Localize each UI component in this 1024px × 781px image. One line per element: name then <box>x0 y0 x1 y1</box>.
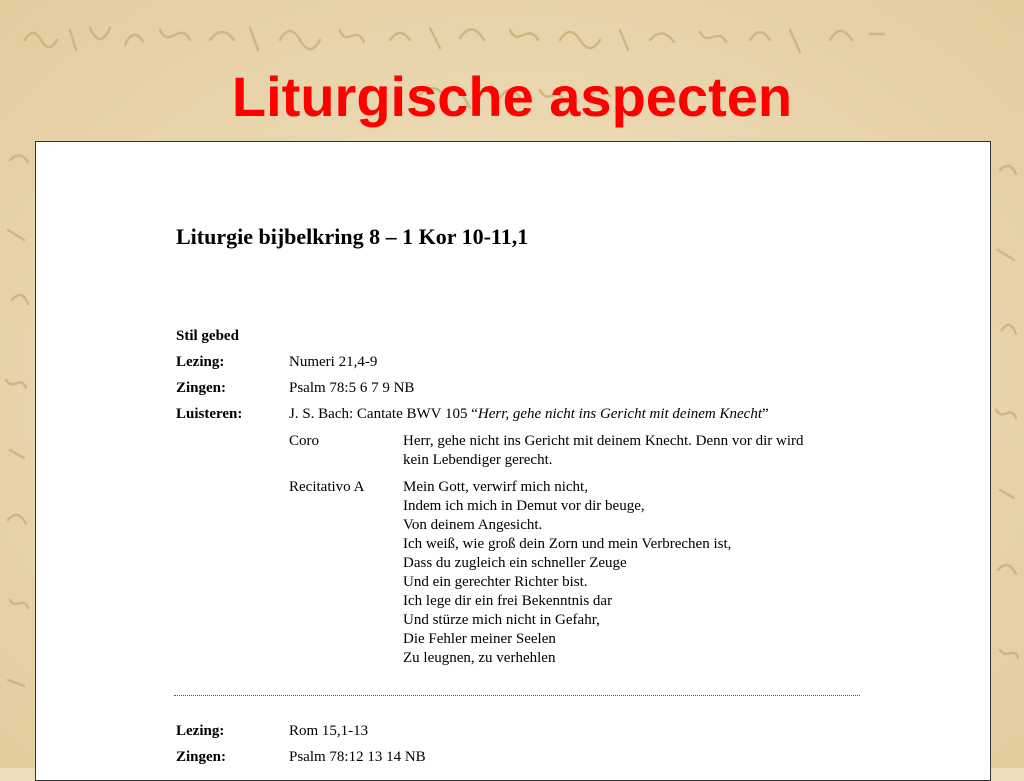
luisteren-suffix: ” <box>761 406 769 422</box>
zingen-label-2: Zingen: <box>176 749 227 765</box>
zingen-label: Zingen: <box>176 380 227 396</box>
recitativo-text: Mein Gott, verwirf mich nicht, Indem ich mich in Demut vor dir beuge, Von deinem Angesicht. Ich weiß, wie groß dein Zorn und mein Verbrechen ist, Dass du zugleich ein schneller Zeuge Und ein gerechter Richter bist. Ich lege dir ein frei Bekenntnis dar Und stürze mich nicht in Gefahr, Die Fehler meiner Seelen Zu leugnen, zu verhehlen <box>403 479 732 666</box>
luisteren-prefix: J. S. Bach: Cantate BWV 105 “ <box>289 406 478 422</box>
lezing-value: Numeri 21,4-9 <box>289 354 378 370</box>
recitativo-label: Recitativo A <box>289 479 365 495</box>
lezing-value-2: Rom 15,1-13 <box>289 723 369 739</box>
section-divider <box>174 695 860 696</box>
coro-text: Herr, gehe nicht ins Gericht mit deinem Knecht. Denn vor dir wird kein Lebendiger gerecht. <box>403 433 804 468</box>
stil-gebed-label: Stil gebed <box>176 328 239 344</box>
document-title: Liturgie bijbelkring 8 – 1 Kor 10-11,1 <box>176 224 529 249</box>
zingen-value-2: Psalm 78:12 13 14 NB <box>289 749 426 765</box>
document-page <box>35 141 991 781</box>
lezing-label: Lezing: <box>176 354 225 370</box>
luisteren-value <box>289 405 769 424</box>
lezing-label-2: Lezing: <box>176 723 225 739</box>
coro-label: Coro <box>289 433 319 449</box>
zingen-value: Psalm 78:5 6 7 9 NB <box>289 380 415 396</box>
luisteren-label: Luisteren: <box>176 406 243 422</box>
slide-title: Liturgische aspecten <box>231 65 793 128</box>
cantata-title: Herr, gehe nicht ins Gericht mit deinem Knecht <box>477 406 762 422</box>
